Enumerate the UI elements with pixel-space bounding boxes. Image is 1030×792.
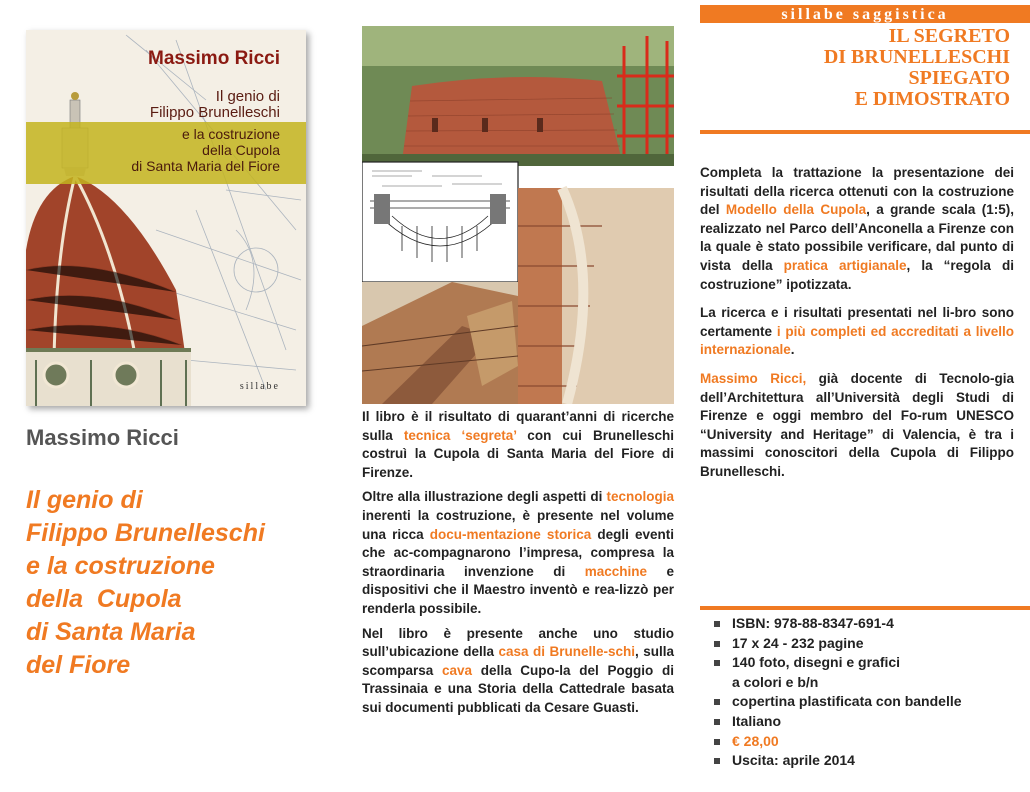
text-segment: con cui Brunelleschi costruì la Cupola di Santa Maria del Fiore di Firenze. xyxy=(362,427,674,480)
spec-language: Italiano xyxy=(712,712,1022,732)
headline-line: IL SEGRETO xyxy=(888,25,1010,47)
description-middle xyxy=(362,408,674,724)
text-segment: . xyxy=(790,342,795,358)
text-segment: Completa la trattazione la presentazione dei risultati della ricerca ottenuti con la costruzione del xyxy=(700,165,1014,218)
book-title-line: di Santa Maria xyxy=(26,618,196,646)
paragraph xyxy=(362,488,674,618)
text-segment: Oltre alla illustrazione degli aspetti di xyxy=(362,489,607,505)
photo-brick-model xyxy=(362,26,674,166)
cover-author: Massimo Ricci xyxy=(148,48,280,69)
spec-price: € 28,00 xyxy=(712,732,1022,752)
highlighted-text: cava xyxy=(442,662,473,678)
cover-title-line2: Filippo Brunelleschi xyxy=(149,104,280,121)
text-segment: inerenti la costruzione, è presente nel volume una ricca xyxy=(362,507,674,542)
text-segment: , sulla scomparsa xyxy=(362,644,674,678)
series-banner: sillabe saggistica xyxy=(700,5,1030,23)
book-title-line: della Cupola xyxy=(26,585,182,613)
cover-subtitle xyxy=(131,126,280,174)
text-segment: della Cupo-la del Poggio di Trassinaia e una Storia della Cattedrale basata sui documenti pubblicati da Cesare Guasti. xyxy=(362,662,674,715)
paragraph xyxy=(700,370,1014,482)
cover-publisher: sillabe xyxy=(239,381,280,392)
highlighted-text: Modello della Cupola xyxy=(725,202,867,218)
spec-photos: 140 foto, disegni e grafici xyxy=(712,653,1022,673)
cover-subtitle-line: di Santa Maria del Fiore xyxy=(131,158,280,174)
book-specs xyxy=(712,614,1022,771)
divider xyxy=(700,130,1030,134)
photo-collage xyxy=(362,26,674,404)
cover-subtitle-line: della Cupola xyxy=(202,142,280,158)
book-title-line: Il genio di xyxy=(26,486,143,514)
author-name: Massimo Ricci xyxy=(26,425,179,450)
spec-size: 17 x 24 - 232 pagine xyxy=(712,634,1022,654)
text-segment: Nel libro è presente anche uno studio sull’ubicazione della xyxy=(362,625,674,660)
technical-drawing xyxy=(362,162,518,282)
highlighted-text: tecnica ‘segreta’ xyxy=(403,427,517,443)
book-title-line: Filippo Brunelleschi xyxy=(26,519,265,547)
headline-line: E DIMOSTRATO xyxy=(854,88,1010,110)
text-segment: Il libro è il risultato di quarant’anni di ricerche sulla xyxy=(362,409,674,443)
text-segment: e dispositivi che il Maestro inventò e rea-lizzò per renderla possibile. xyxy=(362,563,675,616)
text-segment: degli eventi che ac-compagnarono l’impresa, compresa la straordinaria invenzione di xyxy=(362,526,675,579)
photo-brick-detail xyxy=(518,188,674,404)
photo-herringbone xyxy=(362,282,518,404)
text-segment: già docente di Tecnolo-gia dell’Architettura all’Università degli Studi di Firenze e oggi membro del Fo-rum UNESCO “University and Heritage” di Valencia, è tra i massimi conoscitori della Cupola di Filippo Brunelleschi. xyxy=(700,370,1014,479)
divider xyxy=(700,606,1030,610)
highlighted-text: i più completi ed accreditati a livello internazionale xyxy=(700,323,1014,358)
dome-illustration xyxy=(26,30,306,406)
spec-release: Uscita: aprile 2014 xyxy=(712,751,1022,771)
spec-isbn: ISBN: 978-88-8347-691-4 xyxy=(712,614,1022,634)
headline xyxy=(700,26,1010,110)
text-segment: , la “regola di costruzione” ipotizzata. xyxy=(700,257,1014,292)
book-title-line: e la costruzione xyxy=(26,552,215,580)
highlighted-text: casa di Brunelle-schi xyxy=(498,644,635,660)
paragraph xyxy=(700,164,1014,294)
spec-photos-cont: a colori e b/n xyxy=(732,673,819,690)
highlighted-text: pratica artigianale xyxy=(783,257,907,273)
book-cover xyxy=(26,30,306,406)
headline-line: DI BRUNELLESCHI xyxy=(823,46,1010,68)
paragraph xyxy=(700,304,1014,360)
highlighted-text: Massimo Ricci, xyxy=(700,370,807,386)
highlighted-text: macchine xyxy=(584,563,648,579)
text-segment: La ricerca e i risultati presentati nel li-bro sono certamente xyxy=(700,305,1014,339)
text-segment: , a grande scala (1:5), realizzato nel Parco dell’Anconella a Firenze con la quale è stato possibile verificare, dal punto di vista della xyxy=(700,202,1014,273)
cover-title-line1: Il genio di xyxy=(215,88,280,105)
description-right xyxy=(700,164,1014,492)
spec-cover: copertina plastificata con bandelle xyxy=(712,692,1022,712)
book-title xyxy=(26,484,326,682)
highlighted-text: tecnologia xyxy=(606,489,674,505)
headline-line: SPIEGATO xyxy=(908,67,1010,89)
cover-subtitle-line: e la costruzione xyxy=(181,126,280,142)
book-title-line: del Fiore xyxy=(26,651,131,679)
paragraph xyxy=(362,625,674,718)
highlighted-text: docu-mentazione storica xyxy=(429,526,592,542)
paragraph xyxy=(362,408,674,482)
